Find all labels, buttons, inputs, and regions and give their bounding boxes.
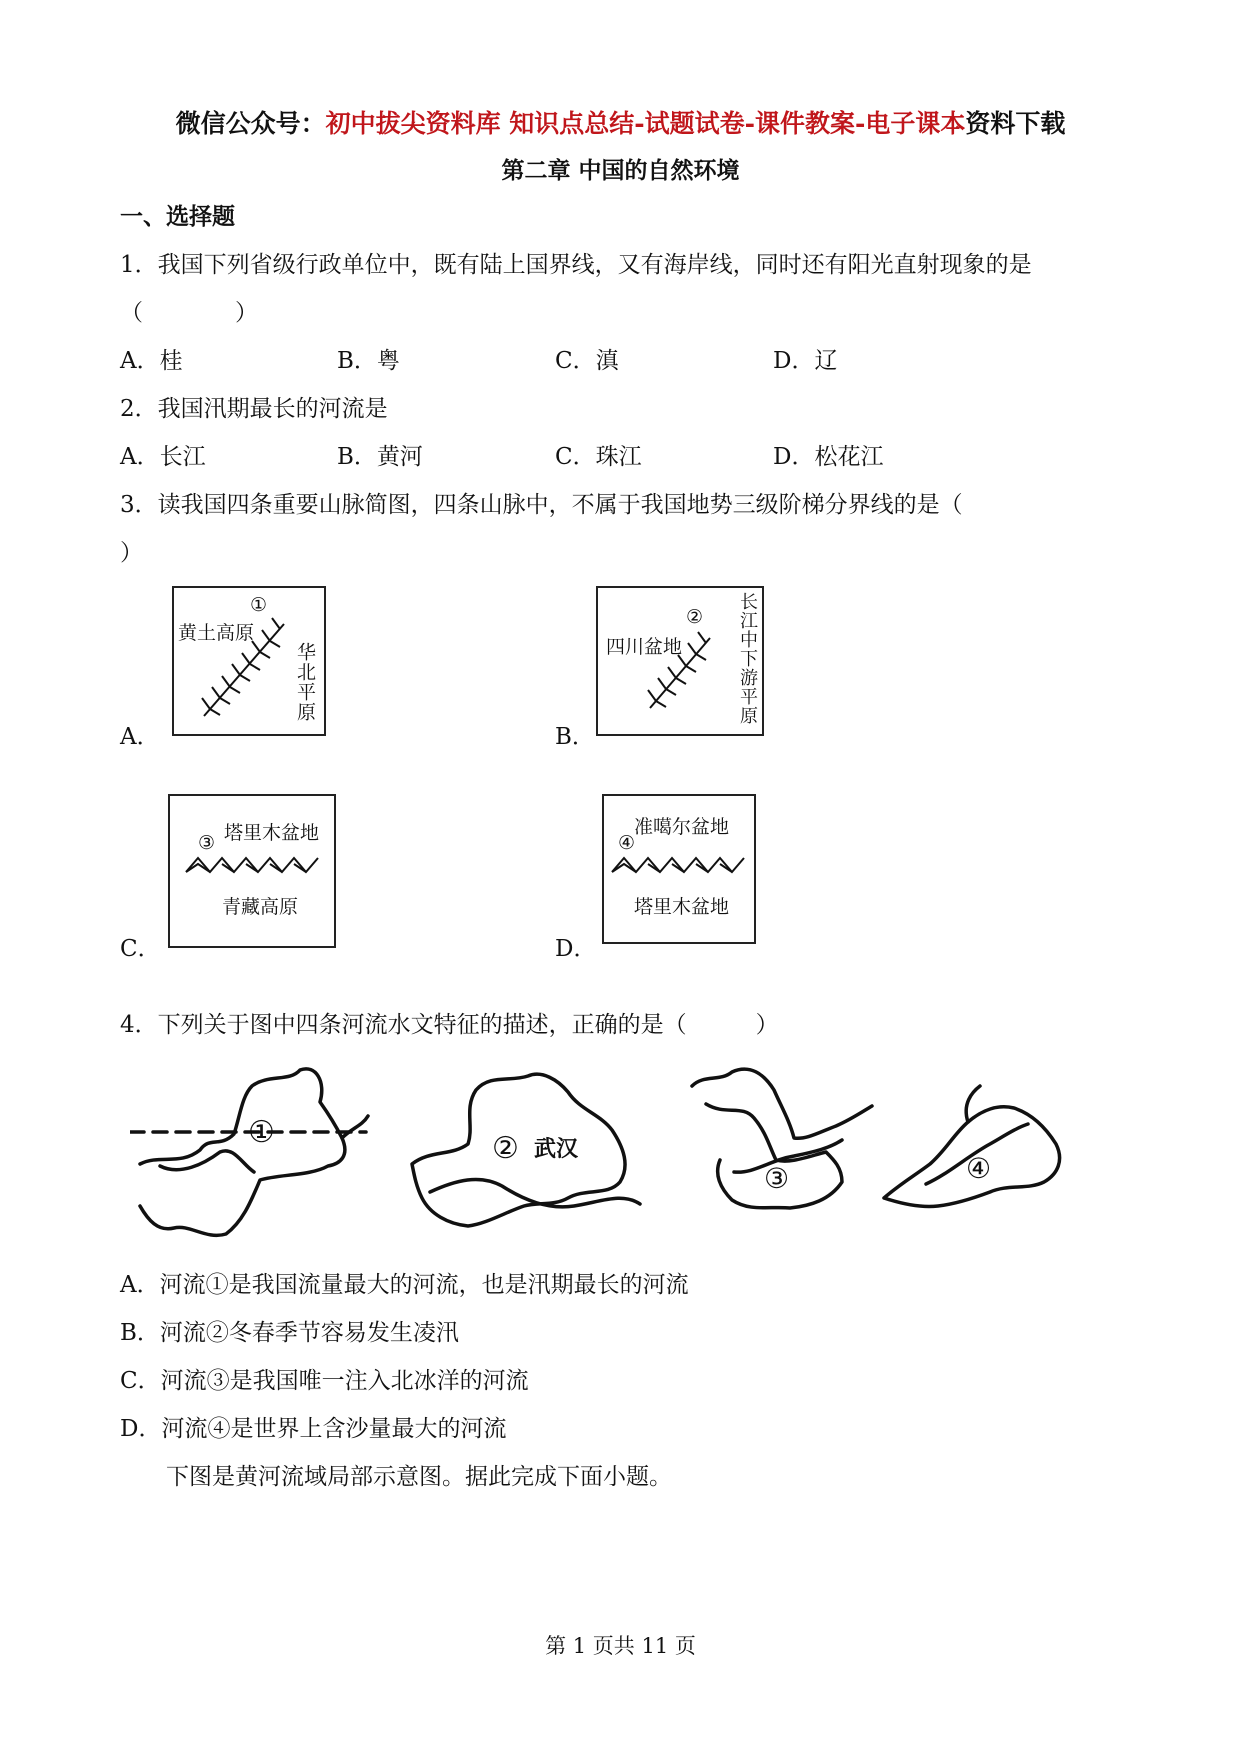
map-a-left-label: 黄土高原 [178,622,255,644]
mountain-map-a [172,586,326,736]
map-c-top-label: 塔里木盆地 [224,822,320,844]
map-b-right-label: 长江中下游平原 [737,592,758,725]
question-3-text-end: ） [120,540,143,566]
q4-option-a: A．河流①是我国流量最大的河流，也是汛期最长的河流 [120,1272,689,1298]
map-c-number: ③ [198,832,216,854]
question-3-text: 3．读我国四条重要山脉简图，四条山脉中，不属于我国地势三级阶梯分界线的是（ [120,492,963,518]
question-2-text: 2．我国汛期最长的河流是 [120,396,388,422]
mountain-range-diagonal-a [174,588,324,734]
river-3-label: ③ [764,1162,790,1195]
q2-option-c: C．珠江 [555,444,642,470]
q4-option-d: D．河流④是世界上含沙量最大的河流 [120,1416,507,1442]
section-title: 一、选择题 [120,203,235,230]
page-footer: 第 1 页共 11 页 [545,1634,696,1658]
map-a-right-label: 华北平原 [294,642,316,722]
question-1-text: 1．我国下列省级行政单位中，既有陆上国界线，又有海岸线，同时还有阳光直射现象的是 [120,252,1032,278]
q4-option-c: C．河流③是我国唯一注入北冰洋的河流 [120,1368,529,1394]
q1-option-d: D．辽 [773,348,838,374]
mountain-range-horizontal-c [170,796,334,946]
q2-option-d: D．松花江 [773,444,884,470]
intro-text: 下图是黄河流域局部示意图。据此完成下面小题。 [166,1464,672,1490]
mountain-map-d [602,794,756,944]
map-c-bottom-label: 青藏高原 [222,896,299,918]
header-prefix: 微信公众号： [175,109,326,138]
q2-option-b: B．黄河 [337,444,423,470]
map-a-number: ① [250,594,268,616]
map-d-bottom-label: 塔里木盆地 [634,896,730,918]
header-red-text: 初中拔尖资料库 知识点总结-试题试卷-课件教案-电子课本 [325,109,966,138]
q2-option-a: A．长江 [120,444,206,470]
question-4-text: 4．下列关于图中四条河流水文特征的描述，正确的是（ ） [120,1012,779,1038]
question-1-paren: （ ） [120,300,258,326]
q3-option-b: B． [555,724,595,750]
mountain-range-horizontal-d [604,796,754,942]
q3-option-c: C． [120,936,161,962]
river-2-label: ② [492,1131,519,1166]
mountain-map-b [596,586,764,736]
river-4-label: ④ [966,1152,992,1185]
q3-option-d: D． [555,936,597,962]
mountain-range-diagonal-b [598,588,762,734]
river-1-label: ① [248,1115,275,1150]
q1-option-c: C．滇 [555,348,619,374]
header-suffix: 资料下载 [965,109,1066,138]
river-maps-figure [130,1056,1100,1242]
chapter-title: 第二章 中国的自然环境 [501,157,740,184]
q1-option-a: A．桂 [120,348,183,374]
wuhan-label: 武汉 [534,1137,579,1162]
q3-option-a: A． [120,724,160,750]
map-d-top-label: 准噶尔盆地 [634,816,730,838]
q1-option-b: B．粤 [337,348,400,374]
map-b-left-label: 四川盆地 [606,636,683,658]
page-header [0,104,1241,140]
mountain-map-c [168,794,336,948]
map-b-number: ② [686,606,704,628]
map-d-number: ④ [618,832,636,854]
q4-option-b: B．河流②冬春季节容易发生凌汛 [120,1320,459,1346]
